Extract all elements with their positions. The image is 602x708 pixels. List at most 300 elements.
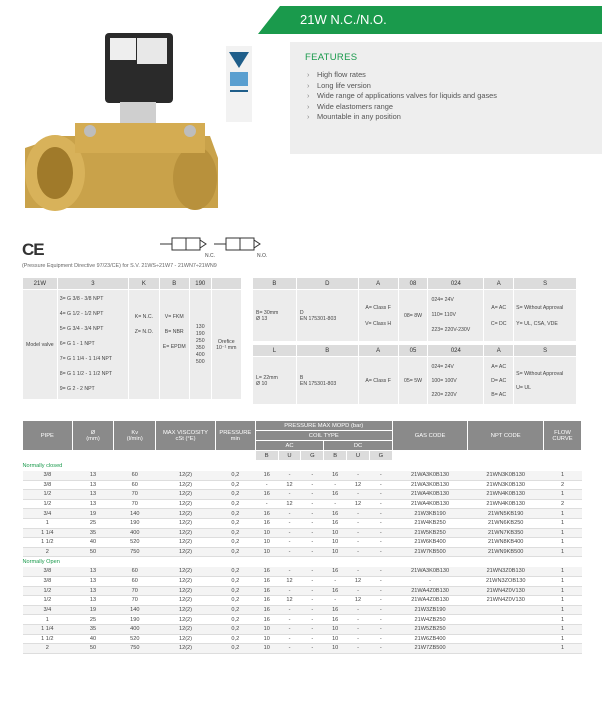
sub-header: U <box>278 451 301 461</box>
table-cell: 1 <box>544 509 582 519</box>
table-cell: - <box>347 615 370 625</box>
table-cell: 21W3KB190 <box>392 509 468 519</box>
table-cell: 1 <box>544 528 582 538</box>
table-cell: - <box>347 538 370 548</box>
table-cell: - <box>347 490 370 500</box>
table-cell: 3/8 <box>23 480 73 490</box>
coil-volt: 220= 220V <box>431 391 457 398</box>
table-cell: 2 <box>544 480 582 490</box>
table-cell: 16 <box>324 586 347 596</box>
table-cell: 0,2 <box>215 528 255 538</box>
table-cell: 16 <box>255 471 278 481</box>
coil-d: D EN 175301-803 <box>296 290 358 342</box>
table-cell <box>468 615 544 625</box>
sub-header: B <box>324 451 347 461</box>
table-cell: 16 <box>324 490 347 500</box>
table-cell: 13 <box>72 490 114 500</box>
table-cell: 16 <box>255 615 278 625</box>
table-cell: 21W5ZB250 <box>392 624 468 634</box>
sub-header: G <box>369 451 392 461</box>
table-cell: - <box>369 471 392 481</box>
table-cell: 0,2 <box>215 547 255 557</box>
table-cell: - <box>278 471 301 481</box>
table-row <box>23 538 582 548</box>
orifice-label: Orefice 10⁻¹ mm <box>211 290 241 400</box>
table-cell: - <box>301 471 324 481</box>
table-row <box>23 480 582 490</box>
table-row <box>23 471 582 481</box>
table-row <box>23 624 582 634</box>
table-cell: 0,2 <box>215 605 255 615</box>
coil-header: B <box>296 345 358 357</box>
table-cell: 0,2 <box>215 480 255 490</box>
table-row <box>23 509 582 519</box>
brand-logo <box>226 46 252 122</box>
table-cell: 70 <box>114 586 156 596</box>
table-cell: - <box>369 499 392 509</box>
table-cell: 1 <box>544 615 582 625</box>
coil-header: A <box>484 345 514 357</box>
table-cell: 0,2 <box>215 644 255 654</box>
table-cell: 1 1/2 <box>23 634 73 644</box>
ac-header: AC <box>255 441 323 451</box>
table-cell: 16 <box>324 518 347 528</box>
b-code: V= FKM <box>164 314 184 320</box>
table-cell: 12(2) <box>156 615 216 625</box>
table-cell: 13 <box>72 586 114 596</box>
table-cell: 21WN3K0B130 <box>468 471 544 481</box>
table-cell: - <box>255 499 278 509</box>
table-cell: - <box>255 480 278 490</box>
table-cell: 1 <box>544 471 582 481</box>
no-label: N.O. <box>257 253 268 259</box>
table-cell: 10 <box>255 624 278 634</box>
table-row <box>23 596 582 606</box>
table-cell: 13 <box>72 596 114 606</box>
table-cell: 16 <box>255 490 278 500</box>
table-cell: 50 <box>72 547 114 557</box>
table-cell: 21WN8KB400 <box>468 538 544 548</box>
table-cell: - <box>278 615 301 625</box>
table-cell: - <box>301 634 324 644</box>
coil-header: S <box>514 278 577 290</box>
table-cell: 1 <box>544 547 582 557</box>
coil-header: 024 <box>428 278 484 290</box>
table-row <box>23 518 582 528</box>
table-cell: - <box>301 518 324 528</box>
sub-header: G <box>301 451 324 461</box>
table-cell: 13 <box>72 567 114 577</box>
coil-type-header: COIL TYPE <box>255 431 392 441</box>
k-code: K= N.C. <box>134 314 154 320</box>
k-code: Z= N.O. <box>134 329 154 335</box>
table-cell: - <box>301 490 324 500</box>
table-cell: - <box>369 480 392 490</box>
table-cell: 21W4KB250 <box>392 518 468 528</box>
table-cell: - <box>301 528 324 538</box>
table-cell: 140 <box>114 605 156 615</box>
table-cell: 35 <box>72 528 114 538</box>
table-cell: 10 <box>255 538 278 548</box>
table-cell: 10 <box>324 528 347 538</box>
table-cell: 16 <box>255 567 278 577</box>
table-cell: 1 <box>544 576 582 586</box>
table-cell: 12(2) <box>156 528 216 538</box>
table-cell: - <box>278 509 301 519</box>
cfg-header: B <box>159 278 189 290</box>
table-cell: 0,2 <box>215 634 255 644</box>
table-cell: - <box>301 576 324 586</box>
table-cell: 16 <box>255 518 278 528</box>
table-cell: 10 <box>255 547 278 557</box>
ped-note: (Pressure Equipment Directive 97/23/CE) for S.V. 21WS÷21W7 - 21WN7÷21WN9 <box>22 263 217 269</box>
table-cell: - <box>278 490 301 500</box>
table-cell: 21W4ZB250 <box>392 615 468 625</box>
table-cell: 0,2 <box>215 499 255 509</box>
pipe-code: 6= G 1 - 1 NPT <box>59 341 95 347</box>
table-cell: 12 <box>278 576 301 586</box>
table-cell: 520 <box>114 538 156 548</box>
table-cell: 16 <box>324 567 347 577</box>
table-cell: - <box>301 538 324 548</box>
coil-volt: 024= 24V <box>431 363 454 370</box>
feature-item: › High flow rates <box>305 70 497 81</box>
pipe-code: 4= G 1/2 - 1/2 NPT <box>59 311 104 317</box>
table-cell: - <box>301 624 324 634</box>
features-list <box>305 70 497 123</box>
coil-freq: D= AC <box>491 377 507 384</box>
table-cell: 750 <box>114 547 156 557</box>
table-cell: 190 <box>114 615 156 625</box>
table-cell: 21WN3ZOB130 <box>468 576 544 586</box>
sub-header: B <box>255 451 278 461</box>
col-header: PIPE <box>23 421 73 451</box>
col-header: FLOW CURVE <box>544 421 582 451</box>
table-cell: - <box>347 634 370 644</box>
table-cell: 12(2) <box>156 509 216 519</box>
table-cell: 12(2) <box>156 634 216 644</box>
coil-power: 08= 8W <box>398 290 428 342</box>
table-cell: 60 <box>114 480 156 490</box>
table-cell: 0,2 <box>215 576 255 586</box>
table-cell: 16 <box>255 576 278 586</box>
coil-a: A= Class F <box>365 304 391 311</box>
table-row <box>23 567 582 577</box>
table-cell: 12(2) <box>156 596 216 606</box>
table-cell: 21WN4Z0V130 <box>468 596 544 606</box>
coil-header: S <box>514 345 577 357</box>
pipe-code: 5= G 3/4 - 3/4 NPT <box>59 326 104 332</box>
feature-item: › Wide range of applications valves for liquids and gases <box>305 91 497 102</box>
table-cell: - <box>369 615 392 625</box>
table-cell: 21WN4K0B130 <box>468 490 544 500</box>
coil-volt: 110= 110V <box>431 312 456 318</box>
b-code: E= EPDM <box>162 344 186 350</box>
section-label: Normally Open <box>23 557 582 567</box>
ce-mark: CE <box>22 240 44 259</box>
table-cell: 0,2 <box>215 596 255 606</box>
table-cell: 3/8 <box>23 471 73 481</box>
coil-volt: 223= 220V-230V <box>431 327 471 333</box>
table-row <box>23 499 582 509</box>
table-cell: 21W3ZB190 <box>392 605 468 615</box>
table-cell: - <box>369 509 392 519</box>
coil-a: A= Class F <box>358 357 398 405</box>
coil-header: A <box>358 278 398 290</box>
table-cell: 21WN3K0B130 <box>468 480 544 490</box>
table-cell: - <box>278 644 301 654</box>
table-cell: 1 <box>544 490 582 500</box>
table-cell: 16 <box>255 596 278 606</box>
table-cell: 10 <box>324 644 347 654</box>
table-cell: - <box>369 490 392 500</box>
table-cell: 12(2) <box>156 538 216 548</box>
table-cell: 2 <box>544 499 582 509</box>
sub-header: U <box>347 451 370 461</box>
table-cell: 1/2 <box>23 596 73 606</box>
table-cell: 16 <box>324 471 347 481</box>
table-cell: 1/2 <box>23 586 73 596</box>
features-heading: FEATURES <box>305 52 358 63</box>
table-cell: - <box>392 576 468 586</box>
table-cell: 21WN4Z0V130 <box>468 586 544 596</box>
table-cell: 12 <box>278 596 301 606</box>
table-cell: 60 <box>114 576 156 586</box>
solenoid-valve-image <box>20 28 220 223</box>
table-cell: 12 <box>347 480 370 490</box>
coil-b: B= 30mm Ø 13 <box>253 290 297 342</box>
table-cell: - <box>369 586 392 596</box>
table-cell: - <box>347 644 370 654</box>
coil-volt: 024= 24V <box>431 297 454 303</box>
table-cell: 0,2 <box>215 518 255 528</box>
pipe-code: 9= G 2 - 2 NPT <box>59 386 95 392</box>
table-cell: 0,2 <box>215 624 255 634</box>
table-cell: - <box>278 538 301 548</box>
coil-header: L <box>253 345 297 357</box>
table-cell: 12(2) <box>156 586 216 596</box>
coil-freq: B= AC <box>491 391 507 398</box>
col-header: NPT CODE <box>468 421 544 451</box>
coil-freq: A= AC <box>491 304 507 311</box>
table-cell: - <box>301 596 324 606</box>
table-cell: - <box>324 499 347 509</box>
table-cell: 12 <box>347 596 370 606</box>
section-label: Normally closed <box>23 461 582 471</box>
coil-power: 05= 5W <box>398 357 428 405</box>
table-cell: 0,2 <box>215 615 255 625</box>
cfg-header: 3 <box>57 278 129 290</box>
coil-volt: 100= 100V <box>431 377 457 384</box>
table-cell: 16 <box>324 605 347 615</box>
table-cell: 13 <box>72 471 114 481</box>
table-cell: 70 <box>114 490 156 500</box>
table-cell: 10 <box>324 634 347 644</box>
table-cell: - <box>347 624 370 634</box>
table-cell: 13 <box>72 480 114 490</box>
table-cell: - <box>324 480 347 490</box>
b-code: B= NBR <box>164 329 184 335</box>
table-cell: 1 <box>544 567 582 577</box>
table-cell: - <box>347 471 370 481</box>
table-row <box>23 605 582 615</box>
coil-approval: U= UL <box>516 384 531 391</box>
table-cell: - <box>369 596 392 606</box>
table-cell: - <box>369 576 392 586</box>
table-cell: 12 <box>278 499 301 509</box>
table-cell: 25 <box>72 518 114 528</box>
table-cell: 12(2) <box>156 576 216 586</box>
table-cell <box>468 634 544 644</box>
table-cell: 21W6KB400 <box>392 538 468 548</box>
table-row <box>23 547 582 557</box>
table-cell: - <box>347 528 370 538</box>
table-cell: 12(2) <box>156 499 216 509</box>
col-header: Kv (l/min) <box>114 421 156 451</box>
table-cell: 21WN4K0B130 <box>468 499 544 509</box>
table-cell: - <box>347 518 370 528</box>
table-cell: 0,2 <box>215 586 255 596</box>
table-cell: 1 <box>544 586 582 596</box>
table-cell: 12 <box>347 499 370 509</box>
table-cell: 2 <box>23 644 73 654</box>
table-cell: - <box>324 576 347 586</box>
table-cell: 1 <box>544 538 582 548</box>
table-cell: 16 <box>324 509 347 519</box>
table-cell: - <box>347 547 370 557</box>
table-row <box>23 490 582 500</box>
table-cell: 16 <box>255 605 278 615</box>
col-header: MAX VISCOSITY cSt (°E) <box>156 421 216 451</box>
table-cell: 10 <box>255 644 278 654</box>
table-cell: 1 <box>544 624 582 634</box>
table-cell: - <box>369 518 392 528</box>
table-cell: - <box>369 547 392 557</box>
table-cell: 60 <box>114 567 156 577</box>
table-cell: 0,2 <box>215 471 255 481</box>
table-cell: 40 <box>72 634 114 644</box>
table-cell: 21W6ZB400 <box>392 634 468 644</box>
table-cell: - <box>369 605 392 615</box>
table-cell: - <box>369 644 392 654</box>
table-cell: - <box>301 547 324 557</box>
table-cell: 1/2 <box>23 499 73 509</box>
table-cell: 21WA4Z0B130 <box>392 586 468 596</box>
table-cell: - <box>278 528 301 538</box>
table-cell: 70 <box>114 596 156 606</box>
table-cell: 1 <box>23 518 73 528</box>
table-cell: - <box>369 567 392 577</box>
table-cell: - <box>301 605 324 615</box>
table-cell: 21W5KB250 <box>392 528 468 538</box>
table-cell: - <box>301 499 324 509</box>
feature-item: › Long life version <box>305 81 497 92</box>
table-cell: - <box>301 644 324 654</box>
table-cell: 0,2 <box>215 509 255 519</box>
coil-header: A <box>484 278 514 290</box>
table-cell: 10 <box>255 634 278 644</box>
table-cell: 21WA3K0B130 <box>392 567 468 577</box>
table-cell: 1 <box>544 634 582 644</box>
table-cell: - <box>278 567 301 577</box>
table-cell: - <box>278 605 301 615</box>
col-header: PRESSURE min <box>215 421 255 451</box>
table-cell: 12(2) <box>156 518 216 528</box>
table-cell: - <box>369 624 392 634</box>
table-cell: 0,2 <box>215 538 255 548</box>
page-title: 21W N.C./N.O. <box>280 6 602 34</box>
table-cell: - <box>278 586 301 596</box>
cfg-header: 21W <box>23 278 58 290</box>
table-cell: - <box>324 596 347 606</box>
table-cell: - <box>347 509 370 519</box>
table-cell: 1 <box>544 605 582 615</box>
table-cell <box>468 624 544 634</box>
table-cell: 40 <box>72 538 114 548</box>
table-cell: 3/4 <box>23 605 73 615</box>
cfg-header: K <box>129 278 159 290</box>
table-cell: 3/8 <box>23 576 73 586</box>
table-cell: 19 <box>72 509 114 519</box>
pipe-code: 3= G 3/8 - 3/8 NPT <box>59 296 104 302</box>
coil-header: A <box>358 345 398 357</box>
table-cell: 50 <box>72 644 114 654</box>
coil-approval: Y= UL, CSA, VDE <box>516 320 558 327</box>
table-cell: 21WA3K0B130 <box>392 471 468 481</box>
pipe-code: 8= G 1 1/2 - 1 1/2 NPT <box>59 371 113 377</box>
table-cell: 1 <box>544 518 582 528</box>
coil-header: 024 <box>428 345 484 357</box>
table-cell: 21W7KB500 <box>392 547 468 557</box>
table-cell: - <box>301 567 324 577</box>
table-cell: - <box>301 480 324 490</box>
table-cell: 12(2) <box>156 605 216 615</box>
table-cell <box>468 605 544 615</box>
table-cell: 1 <box>23 615 73 625</box>
table-cell: 21WN7KB350 <box>468 528 544 538</box>
table-cell: - <box>347 586 370 596</box>
coil-header: 08 <box>398 278 428 290</box>
table-cell: 12(2) <box>156 547 216 557</box>
table-cell: 12 <box>347 576 370 586</box>
table-cell: 60 <box>114 471 156 481</box>
table-cell: 12(2) <box>156 567 216 577</box>
table-row <box>23 576 582 586</box>
table-cell: - <box>301 586 324 596</box>
table-cell: 12(2) <box>156 480 216 490</box>
table-cell: - <box>369 634 392 644</box>
table-cell: 21WN5KB190 <box>468 509 544 519</box>
table-cell: 12(2) <box>156 624 216 634</box>
table-cell: - <box>278 624 301 634</box>
cfg-header: 190 <box>189 278 211 290</box>
table-cell: 0,2 <box>215 490 255 500</box>
table-cell: - <box>278 634 301 644</box>
col-header: PRESSURE MAX MOPD (bar) <box>255 421 392 431</box>
table-cell: 35 <box>72 624 114 634</box>
col-header: Ø (mm) <box>72 421 114 451</box>
table-cell: 21WA3K0B130 <box>392 480 468 490</box>
coil-l: L= 22mm Ø 10 <box>253 357 297 405</box>
table-cell: 16 <box>255 509 278 519</box>
table-cell: 70 <box>114 499 156 509</box>
table-cell: 16 <box>324 615 347 625</box>
table-cell: - <box>369 538 392 548</box>
table-cell: 750 <box>114 644 156 654</box>
table-cell: - <box>347 567 370 577</box>
table-cell: 13 <box>72 576 114 586</box>
table-cell: 12 <box>278 480 301 490</box>
